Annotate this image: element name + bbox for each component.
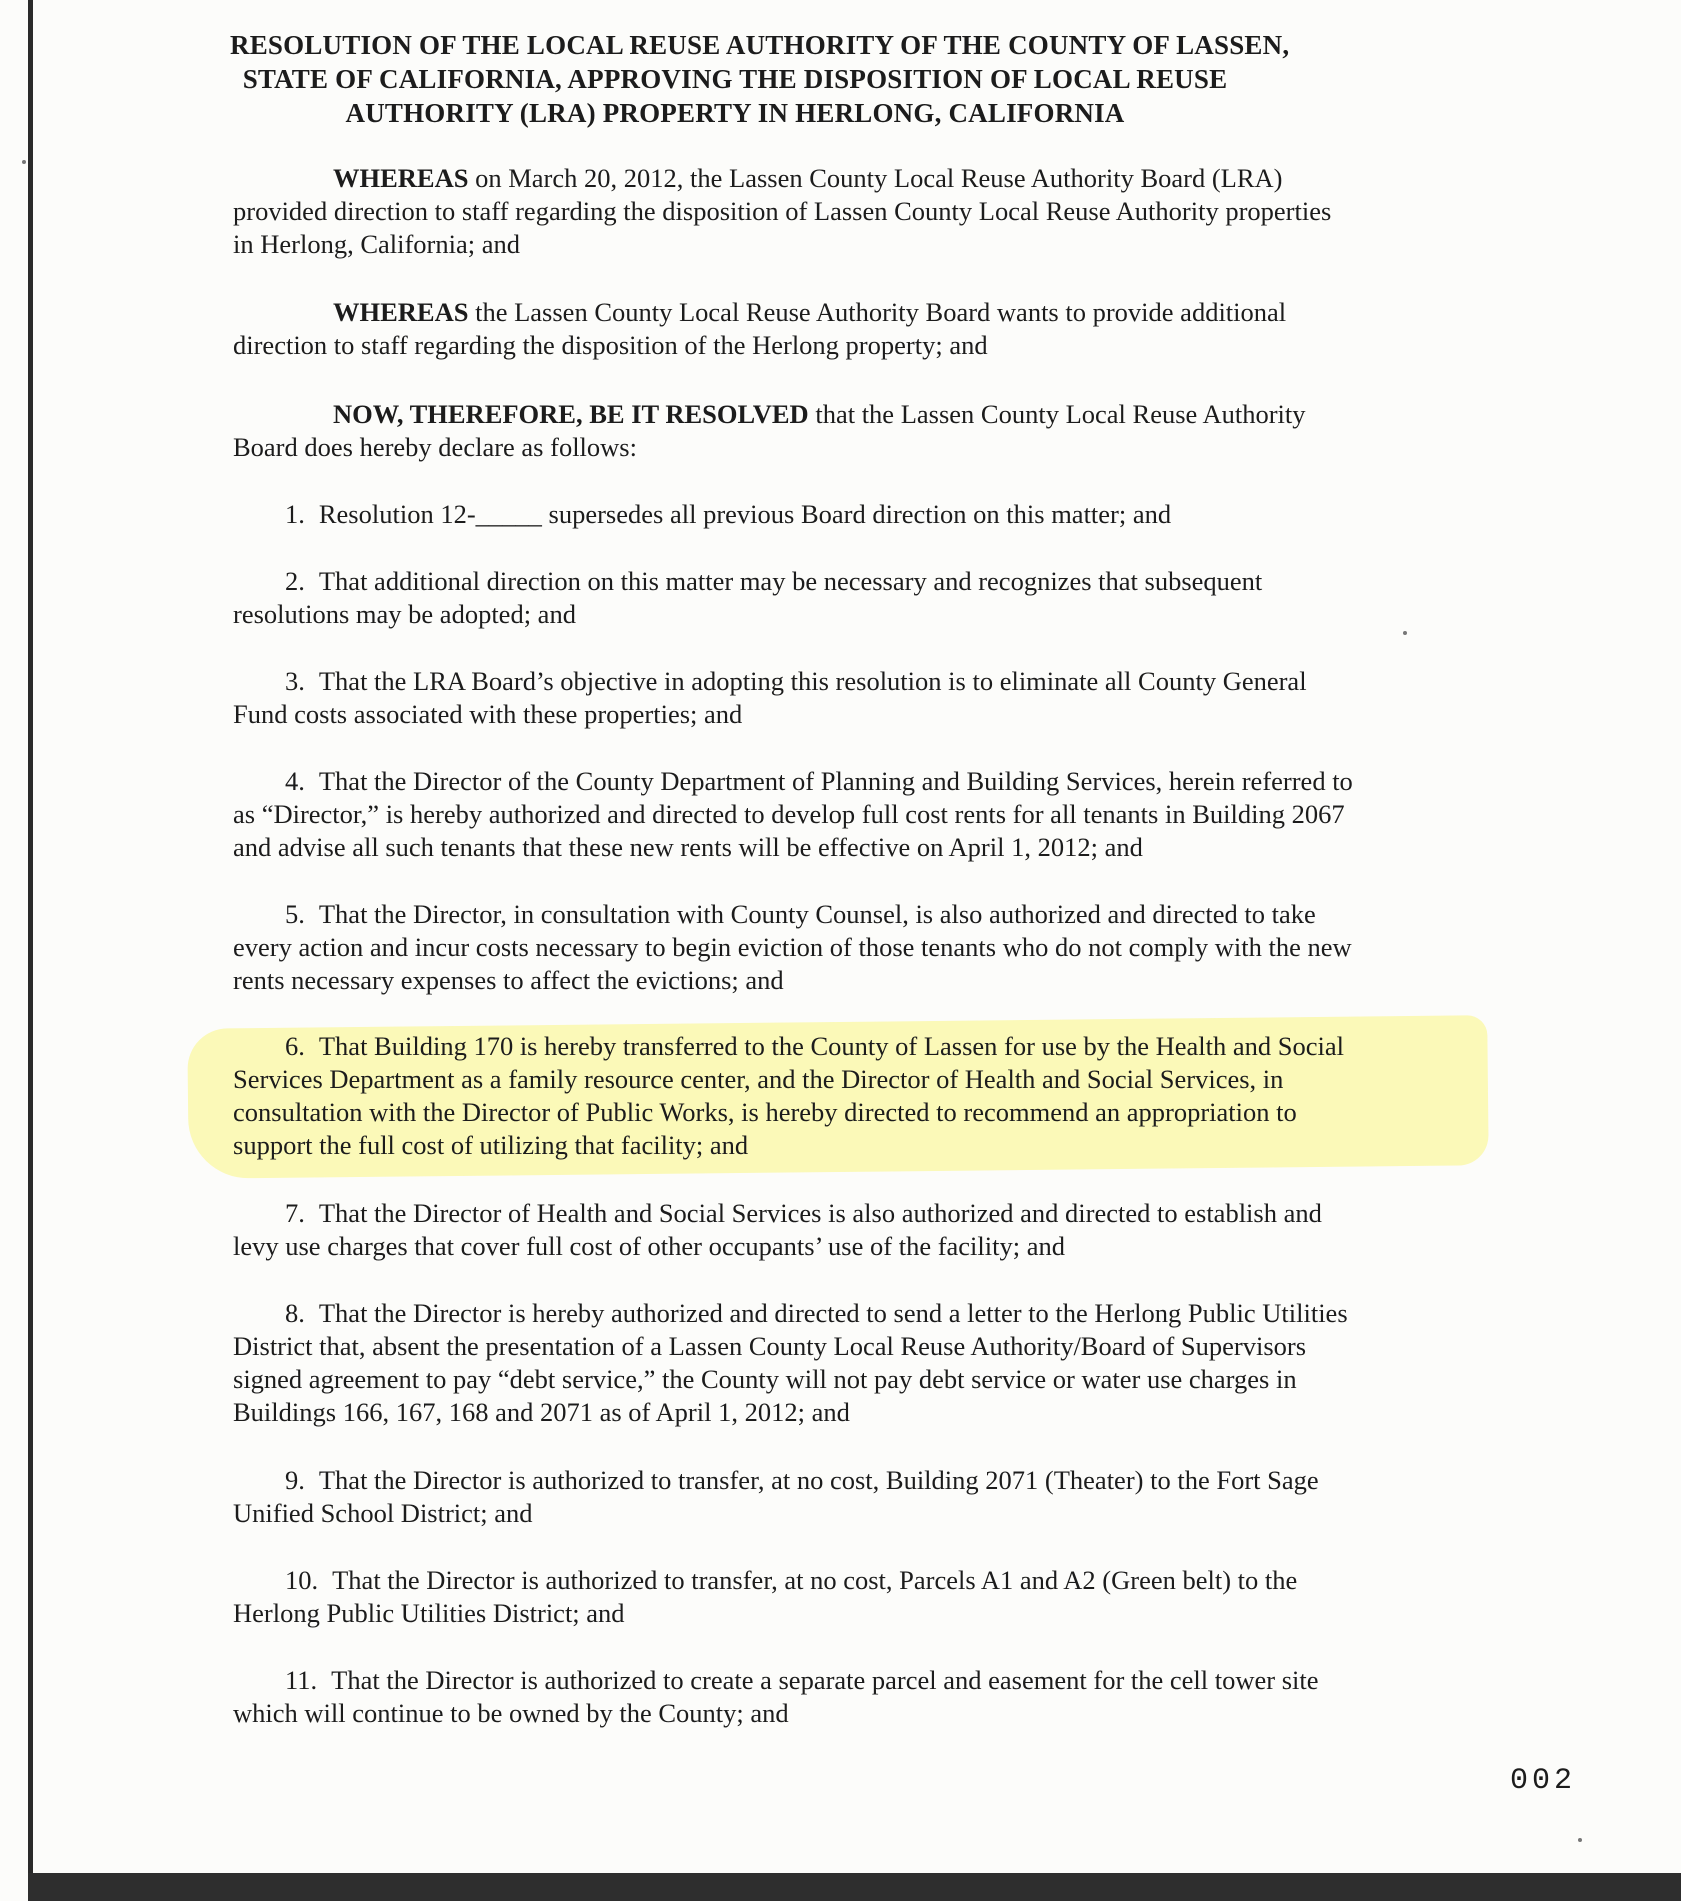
item-text: Buildings 166, 167, 168 and 2071 as of April 1, 2012; and: [233, 1397, 850, 1427]
paragraph-text: in Herlong, California; and: [233, 229, 521, 259]
paragraph-text: Board does hereby declare as follows:: [233, 432, 637, 462]
resolution-item: [233, 1564, 1483, 1630]
item-text: Unified School District; and: [233, 1498, 533, 1528]
title-line: RESOLUTION OF THE LOCAL REUSE AUTHORITY OF THE COUNTY OF LASSEN,: [230, 30, 1290, 60]
item-text: That the LRA Board’s objective in adopting this resolution is to eliminate all County General: [318, 666, 1307, 696]
item-text: That the Director of the County Department of Planning and Building Services, herein referred to: [318, 766, 1353, 796]
scan-left-edge: [28, 0, 33, 1880]
item-number: 5.: [285, 899, 305, 929]
item-text: resolutions may be adopted; and: [233, 599, 576, 629]
scan-speck: [1578, 1838, 1582, 1842]
item-text: Fund costs associated with these properties; and: [233, 699, 743, 729]
paragraph-text: provided direction to staff regarding the disposition of Lassen County Local Reuse Authority properties: [233, 196, 1332, 226]
paragraph-text: on March 20, 2012, the Lassen County Local Reuse Authority Board (LRA): [468, 163, 1283, 193]
title-line: STATE OF CALIFORNIA, APPROVING THE DISPOSITION OF LOCAL REUSE: [242, 64, 1228, 94]
resolution-item: [233, 898, 1483, 997]
resolution-item: [233, 665, 1483, 731]
item-text: rents necessary expenses to affect the evictions; and: [233, 965, 784, 995]
item-number: 1.: [285, 499, 305, 529]
item-text: signed agreement to pay “debt service,” the County will not pay debt service or water use charges in: [233, 1364, 1297, 1394]
item-text: That Building 170 is hereby transferred to the County of Lassen for use by the Health and Social: [318, 1031, 1345, 1061]
item-text: Resolution 12-_____ supersedes all previous Board direction on this matter; and: [318, 499, 1172, 529]
resolution-item: [233, 565, 1483, 631]
resolved-lead: NOW, THEREFORE, BE IT RESOLVED: [333, 399, 809, 429]
scan-speck: [1403, 631, 1407, 635]
title-line: AUTHORITY (LRA) PROPERTY IN HERLONG, CALIFORNIA: [345, 98, 1125, 128]
item-number: 9.: [285, 1465, 305, 1495]
item-text: levy use charges that cover full cost of other occupants’ use of the facility; and: [233, 1231, 1066, 1261]
item-text: That additional direction on this matter may be necessary and recognizes that subsequent: [318, 566, 1263, 596]
item-text: Services Department as a family resource center, and the Director of Health and Social Services, in: [233, 1064, 1284, 1094]
item-text: District that, absent the presentation of a Lassen County Local Reuse Authority/Board of Supervisors: [233, 1331, 1307, 1361]
item-text: Herlong Public Utilities District; and: [233, 1598, 625, 1628]
item-text: That the Director is hereby authorized and directed to send a letter to the Herlong Public Utilities: [318, 1298, 1348, 1328]
item-number: 4.: [285, 766, 305, 796]
paragraph-text: that the Lassen County Local Reuse Authority: [808, 399, 1306, 429]
item-text: That the Director is authorized to transfer, at no cost, Building 2071 (Theater) to the Fort Sage: [318, 1465, 1319, 1495]
resolved-paragraph: [233, 398, 1483, 464]
whereas-lead: WHEREAS: [333, 297, 469, 327]
item-text: and advise all such tenants that these new rents will be effective on April 1, 2012; and: [233, 832, 1143, 862]
whereas-paragraph-1: [233, 162, 1483, 261]
item-text: That the Director of Health and Social Services is also authorized and directed to establish and: [318, 1198, 1322, 1228]
item-text: which will continue to be owned by the County; and: [233, 1698, 789, 1728]
item-number: 3.: [285, 666, 305, 696]
item-text: support the full cost of utilizing that facility; and: [233, 1130, 749, 1160]
resolution-item: [233, 1197, 1483, 1263]
scan-speck: [22, 160, 26, 164]
scan-bottom-edge: [28, 1873, 1681, 1901]
item-number: 2.: [285, 566, 305, 596]
item-text: That the Director is authorized to transfer, at no cost, Parcels A1 and A2 (Green belt) to the: [332, 1565, 1298, 1595]
paragraph-text: direction to staff regarding the disposition of the Herlong property; and: [233, 330, 988, 360]
item-number: 10.: [285, 1565, 319, 1595]
item-text: That the Director, in consultation with County Counsel, is also authorized and directed to take: [318, 899, 1316, 929]
item-number: 11.: [285, 1665, 318, 1695]
item-number: 6.: [285, 1031, 305, 1061]
resolution-item: [233, 765, 1483, 864]
resolution-item-highlighted: [233, 1030, 1483, 1162]
whereas-lead: WHEREAS: [333, 163, 469, 193]
resolution-item: [233, 498, 1483, 531]
item-text: consultation with the Director of Public Works, is hereby directed to recommend an appropriation to: [233, 1097, 1297, 1127]
document-title: [230, 28, 1290, 130]
resolution-item: [233, 1297, 1483, 1429]
item-number: 7.: [285, 1198, 305, 1228]
item-text: as “Director,” is hereby authorized and directed to develop full cost rents for all tenants in Building 2067: [233, 799, 1345, 829]
resolution-item: [233, 1664, 1483, 1730]
item-text: That the Director is authorized to create a separate parcel and easement for the cell tower site: [331, 1665, 1319, 1695]
item-number: 8.: [285, 1298, 305, 1328]
item-text: every action and incur costs necessary to begin eviction of those tenants who do not comply with the new: [233, 932, 1352, 962]
page-number: 002: [1510, 1764, 1577, 1798]
paragraph-text: the Lassen County Local Reuse Authority Board wants to provide additional: [468, 297, 1287, 327]
whereas-paragraph-2: [233, 296, 1483, 362]
resolution-item: [233, 1464, 1483, 1530]
